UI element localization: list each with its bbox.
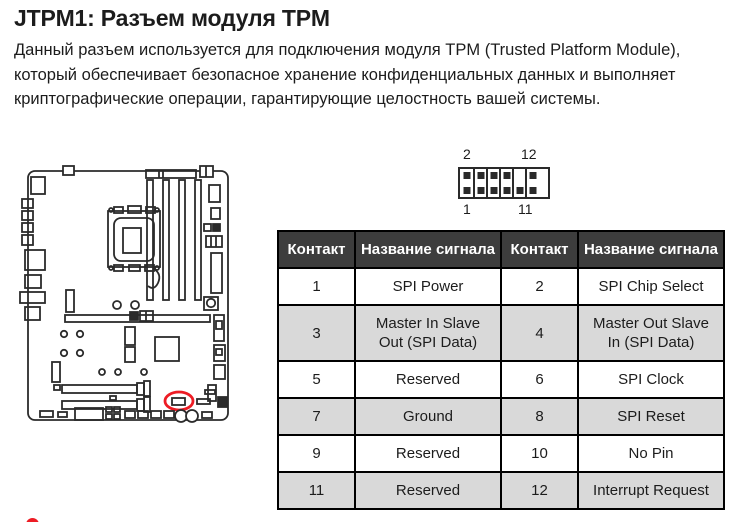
signal-cell: SPI Clock — [578, 361, 724, 398]
pin-label-2: 2 — [463, 146, 471, 162]
signal-cell: SPI Reset — [578, 398, 724, 435]
signal-cell: Reserved — [355, 361, 501, 398]
pin-6 — [490, 172, 497, 179]
pin-column-1 — [460, 169, 473, 197]
pin-cell: 9 — [278, 435, 355, 472]
header-pin-1: Контакт — [278, 231, 355, 268]
pin-2 — [463, 172, 470, 179]
pin-8 — [503, 172, 510, 179]
table-row — [278, 398, 724, 435]
pin-column-6 — [525, 169, 538, 197]
pin-header-connector — [458, 167, 550, 199]
jtpm1-highlight — [165, 392, 193, 410]
chipset — [155, 337, 179, 361]
mid-board-details — [52, 290, 179, 390]
pin-cell: 1 — [278, 268, 355, 305]
pin-signal-table — [277, 230, 725, 510]
table-row — [278, 472, 724, 509]
motherboard-diagram-svg — [18, 163, 243, 433]
header-signal-1: Название сигнала — [355, 231, 501, 268]
header-pin-2: Контакт — [501, 231, 578, 268]
motherboard-diagram — [18, 163, 243, 433]
jtpm1-connector — [172, 398, 185, 405]
pin-label-1: 1 — [463, 201, 471, 217]
pin-column-5 — [512, 169, 525, 197]
mid-separator-bar — [65, 311, 210, 322]
signal-cell: SPI Power — [355, 268, 501, 305]
table-row — [278, 435, 724, 472]
pin-3 — [477, 187, 484, 194]
pin-12 — [529, 172, 536, 179]
pin-header-diagram — [455, 146, 565, 222]
pin-9 — [516, 187, 523, 194]
signal-cell: Reserved — [355, 435, 501, 472]
signal-cell: Ground — [355, 398, 501, 435]
pin-cell: 7 — [278, 398, 355, 435]
pin-column-2 — [473, 169, 486, 197]
rear-io-ports — [20, 177, 45, 320]
signal-cell: Reserved — [355, 472, 501, 509]
pin-cell: 3 — [278, 305, 355, 361]
pin-1 — [463, 187, 470, 194]
table-row — [278, 361, 724, 398]
signal-cell: Master In Slave Out (SPI Data) — [355, 305, 501, 361]
signal-cell: Interrupt Request — [578, 472, 724, 509]
page-description: Данный разъем используется для подключения модуля TPM (Trusted Platform Module), который обеспечивает безопасное хранение конфиденциальных данных и выполняет криптографические операции, гарантирующие целостность вашей системы. — [14, 41, 681, 108]
pin-column-3 — [486, 169, 499, 197]
pin-label-12: 12 — [521, 146, 537, 162]
pin-cell: 10 — [501, 435, 578, 472]
table-row — [278, 305, 724, 361]
pin-column-4 — [499, 169, 512, 197]
pin-cell: 12 — [501, 472, 578, 509]
page-title: JTPM1: Разъем модуля TPM — [14, 5, 330, 31]
pin-cell: 2 — [501, 268, 578, 305]
pin-cell: 8 — [501, 398, 578, 435]
signal-cell: Master Out Slave In (SPI Data) — [578, 305, 724, 361]
signal-cell: SPI Chip Select — [578, 268, 724, 305]
pin-cell: 4 — [501, 305, 578, 361]
pin-11 — [529, 187, 536, 194]
pin-cell: 11 — [278, 472, 355, 509]
table-row — [278, 268, 724, 305]
pin-cell: 6 — [501, 361, 578, 398]
table-header-row — [278, 231, 724, 268]
pin-cell: 5 — [278, 361, 355, 398]
pin-5 — [490, 187, 497, 194]
signal-cell: No Pin — [578, 435, 724, 472]
pin-label-11: 11 — [518, 201, 533, 217]
pin-7 — [503, 187, 510, 194]
header-signal-2: Название сигнала — [578, 231, 724, 268]
pin-4 — [477, 172, 484, 179]
right-edge-components — [204, 185, 225, 401]
important-icon — [26, 518, 39, 522]
